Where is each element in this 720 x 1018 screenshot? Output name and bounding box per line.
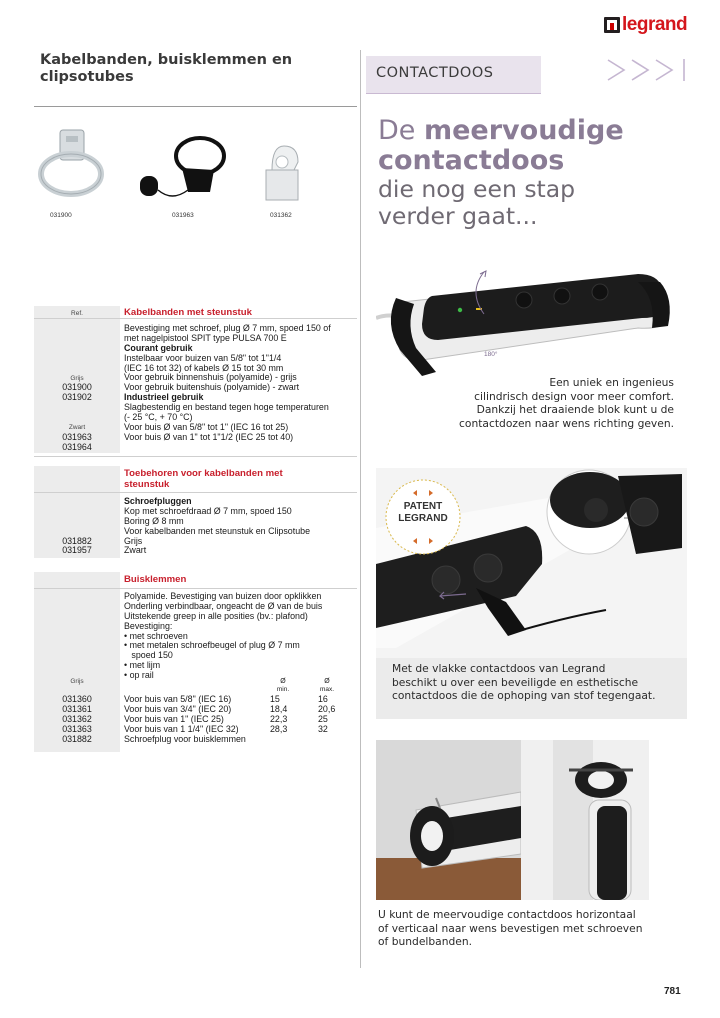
table1-row-1-text: Voor gebruik binnenshuis (polyamide) - grijs	[124, 372, 297, 383]
table1-intro-1: Bevestiging met schroef, plug Ø 7 mm, spoed 150 of	[124, 323, 331, 333]
table2-row-2-ref: 031957	[62, 545, 92, 556]
caption-3	[378, 908, 678, 949]
table1-sub1: Courant gebruik	[124, 342, 193, 353]
column-divider	[360, 50, 361, 968]
table1-sub1-line-2: (IEC 16 tot 32) of kabels Ø 15 tot 30 mm	[124, 362, 284, 373]
table2-line-1: Kop met schroefdraad Ø 7 mm, spoed 150	[124, 505, 292, 516]
left-heading-rule	[34, 106, 357, 107]
table1-sub2-line-1: Slagbestendig en bestand tegen hoge temperaturen	[124, 402, 329, 413]
table3-row-3-ref: 031362	[62, 713, 92, 724]
table2-line-2: Boring Ø 8 mm	[124, 515, 184, 526]
chevrons-arrow-icon	[604, 56, 690, 84]
horizontal-mount-image	[376, 740, 521, 900]
caption-1	[440, 376, 674, 430]
table3-row-1-text: Voor buis van 5/8" (IEC 16)	[124, 694, 232, 704]
table3-row-2-ref: 031361	[62, 703, 92, 714]
table2-row-1-ref: 031882	[62, 535, 92, 546]
patent-badge-line-1: PATENT	[403, 501, 443, 512]
table3-line-9: • op rail	[124, 670, 154, 681]
table3-line-1: Polyamide. Bevestiging van buizen door opklikken	[124, 591, 322, 601]
cable-tie-grey-image	[36, 126, 106, 206]
table1-row-3-ref: 031963	[62, 431, 92, 442]
thumb-ref-2: 031963	[172, 212, 194, 219]
table1-intro-2: met nagelpistool SPIT type PULSA 700 E	[124, 332, 287, 343]
table1-sub1-line-1: Instelbaar voor buizen van 5/8" tot 1"1/4	[124, 352, 282, 363]
max-sub: max.	[319, 686, 335, 693]
table1-row-4-text: Voor buis Ø van 1" tot 1"1/2 (IEC 25 tot 40)	[124, 431, 294, 442]
table3-color-label: Grijs	[70, 678, 84, 685]
table3-row-3-min: 22,3	[270, 713, 288, 724]
caption-1-line-3: Dankzij het draaiende blok kunt u de	[476, 403, 674, 416]
table3-line-3: Uitstekende greep in alle posities (bv.: plafond)	[124, 610, 308, 621]
table3-line-4: Bevestiging:	[124, 620, 173, 631]
table3-row-2-text: Voor buis van 3/4" (IEC 20)	[124, 703, 232, 714]
caption-2	[392, 662, 682, 703]
table3-row-4-min: 28,3	[270, 723, 288, 734]
table3-row-2-min: 18,4	[270, 703, 288, 714]
table1-sub2: Industrieel gebruik	[124, 392, 204, 403]
table3-row-3-text: Voor buis van 1" (IEC 25)	[124, 713, 224, 724]
table3-line-7: spoed 150	[124, 650, 173, 661]
table1-content	[124, 307, 356, 318]
table1-refs-a	[34, 374, 120, 404]
headline-light: De	[378, 115, 424, 146]
table2-sub: Schroefpluggen	[124, 496, 192, 506]
table3-row-4-max: 32	[318, 723, 328, 734]
headline-bold-1: meervoudige	[423, 115, 624, 146]
legrand-logo-text: legrand	[622, 14, 688, 35]
min-head: Ø	[280, 678, 286, 685]
caption-2-line-3: contactdoos die de ophoping van stof tegengaat.	[392, 689, 656, 702]
caption-3-line-3: of bundelbanden.	[378, 935, 472, 948]
table3-row-1-max: 16	[318, 694, 328, 704]
min-sub: min.	[276, 686, 290, 693]
table3-min-values	[270, 695, 300, 735]
table1-row-2-ref: 031902	[62, 392, 92, 403]
table3-row-5-ref: 031882	[62, 733, 92, 744]
table3-row-texts	[124, 695, 270, 744]
headline	[378, 116, 708, 230]
table2-row-1-text: Grijs	[124, 535, 143, 546]
section-tag-label: CONTACTDOOS	[376, 65, 494, 81]
caption-3-line-1: U kunt de meervoudige contactdoos horizontaal	[378, 908, 636, 921]
caption-2-line-2: beschikt u over een beveiligde en esthetische	[392, 675, 639, 689]
headline-line-4: verder gaat...	[378, 202, 538, 230]
vertical-mount-image	[521, 740, 649, 900]
table3-row-2-max: 20,6	[318, 703, 336, 714]
table3-title: Buisklemmen	[124, 574, 187, 585]
table3-line-6: • met metalen schroefbeugel of plug Ø 7 mm	[124, 640, 300, 651]
table3-header-rule	[34, 588, 357, 589]
table3-row-1-min: 15	[270, 694, 280, 704]
table3-color	[34, 677, 120, 687]
table3-body	[124, 592, 356, 681]
table3-row-4-text: Voor buis van 1 1/4" (IEC 32)	[124, 723, 239, 734]
thumb-ref-1: 031900	[50, 212, 72, 219]
table3-line-2: Onderling verbindbaar, ongeacht de Ø van de buis	[124, 600, 323, 611]
rotation-label: 180°	[484, 351, 498, 358]
left-section-heading: Kabelbanden, buisklemmen en clipsotubes	[40, 52, 293, 85]
table2-row-2-text: Zwart	[124, 545, 147, 556]
table3-row-3-max: 25	[318, 713, 328, 724]
caption-1-line-2: cilindrisch design voor meer comfort.	[474, 389, 674, 403]
table2-content	[124, 468, 356, 490]
power-strip-rotating-image	[376, 268, 686, 380]
ref-header-label: Ref.	[71, 310, 83, 317]
tube-clamp-image	[258, 140, 308, 206]
headline-bold-2: contactdoos	[378, 145, 565, 176]
table2-refs	[34, 537, 120, 557]
table3-line-8: • met lijm	[124, 660, 161, 671]
table1-ref-header	[34, 308, 120, 319]
page-number: 781	[664, 986, 681, 997]
caption-1-line-1: Een uniek en ingenieus	[549, 376, 674, 389]
table1-title: Kabelbanden met steunstuk	[124, 307, 252, 318]
table2-line-3: Voor kabelbanden met steunstuk en Clipsotube	[124, 525, 311, 536]
cable-tie-black-image	[132, 132, 232, 210]
legrand-logo	[604, 14, 687, 36]
caption-3-line-2: of verticaal naar wens bevestigen met schroeven	[378, 921, 643, 935]
patent-badge-line-2: LEGRAND	[398, 513, 448, 524]
table1-color2: Zwart	[68, 424, 86, 431]
section-tag	[366, 56, 541, 94]
table1-color1: Grijs	[70, 374, 84, 382]
table1-refs-b	[34, 423, 120, 453]
table3-max-header	[314, 678, 340, 694]
table3-line-5: • met schroeven	[124, 630, 188, 641]
table1-row-2-text: Voor gebruik buitenshuis (polyamide) - zwart	[124, 382, 300, 393]
table3-row-4-ref: 031363	[62, 723, 92, 734]
table3-content	[124, 574, 356, 585]
table1-row-3-text: Voor buis Ø van 5/8" tot 1" (IEC 16 tot 25)	[124, 421, 289, 432]
caption-1-line-4: contactdozen naar wens richting geven.	[459, 416, 674, 430]
table3-row-5-text: Schroefplug voor buisklemmen	[124, 733, 246, 744]
table1-bottom-rule	[34, 456, 357, 457]
table3-max-values	[318, 695, 348, 735]
headline-line-3: die nog een stap	[378, 175, 576, 203]
thumb-ref-3: 031362	[270, 212, 292, 219]
caption-2-line-1: Met de vlakke contactdoos van Legrand	[392, 662, 606, 675]
table3-min-header	[270, 678, 296, 694]
table2-body	[124, 497, 356, 556]
table2-title-1: Toebehoren voor kabelbanden met	[124, 468, 283, 479]
patent-badge-text	[383, 501, 463, 525]
table1-row-1-ref: 031900	[62, 382, 92, 393]
table1-sub2-line-2: (- 25 °C, + 70 °C)	[124, 412, 193, 423]
legrand-logo-mark	[604, 17, 620, 33]
table2-title-2: steunstuk	[124, 479, 170, 490]
max-head: Ø	[324, 678, 330, 685]
table1-body	[124, 324, 356, 443]
table3-refs	[34, 695, 120, 744]
table3-row-1-ref: 031360	[62, 694, 92, 704]
table2-header-rule	[34, 492, 357, 493]
table1-row-4-ref: 031964	[62, 441, 92, 452]
